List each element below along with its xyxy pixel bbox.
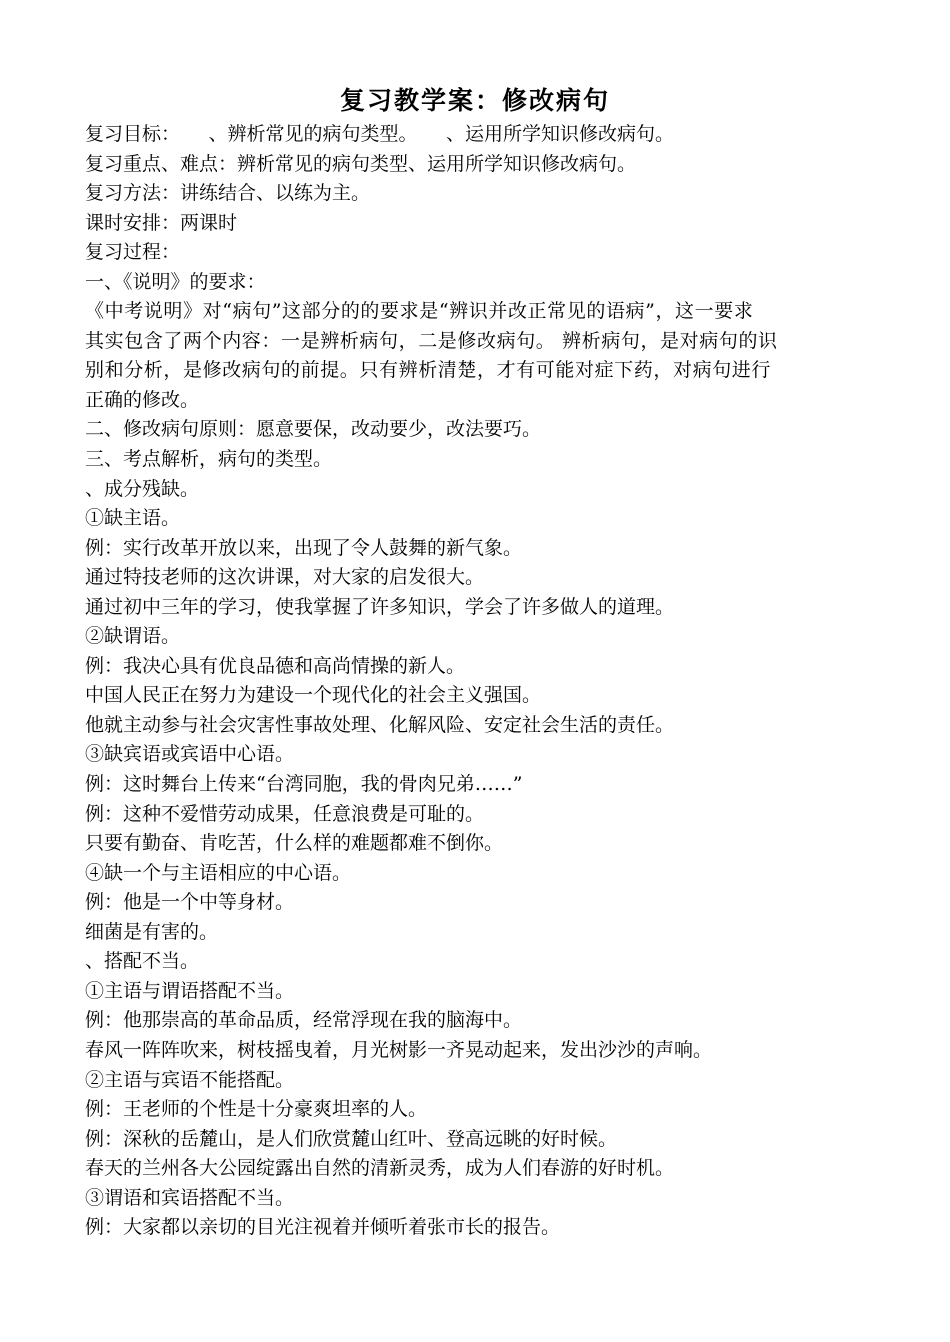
item-heading: ①主语与谓语搭配不当。 xyxy=(85,979,295,1002)
example-line: 例：实行改革开放以来，出现了令人鼓舞的新气象。 xyxy=(85,536,523,559)
example-line: 例：我决心具有优良品德和高尚情操的新人。 xyxy=(85,654,466,677)
text-line-key-points: 复习重点、难点：辨析常见的病句类型、运用所学知识修改病句。 xyxy=(85,152,637,175)
item-heading: ③谓语和宾语搭配不当。 xyxy=(85,1186,295,1209)
section-heading-principles: 二、修改病句原则：愿意要保，改动要少，改法要巧。 xyxy=(85,418,542,441)
subheading-mismatch: 、搭配不当。 xyxy=(85,950,200,973)
document-title: 复习教学案：修改病句 xyxy=(339,86,610,115)
subheading-missing-components: 、成分残缺。 xyxy=(85,477,200,500)
paragraph-line: 其实包含了两个内容：一是辨析病句，二是修改病句。 辨析病句，是对病句的识 xyxy=(85,329,778,352)
example-line: 只要有勤奋、肯吃苦，什么样的难题都难不倒你。 xyxy=(85,832,504,855)
item-heading: ①缺主语。 xyxy=(85,507,181,530)
example-line: 春天的兰州各大公园绽露出自然的清新灵秀，成为人们春游的好时机。 xyxy=(85,1157,675,1180)
section-heading-analysis: 三、考点解析，病句的类型。 xyxy=(85,448,333,471)
document-body xyxy=(85,120,875,1243)
example-line: 例：这种不爱惜劳动成果，任意浪费是可耻的。 xyxy=(85,802,485,825)
text-line-process: 复习过程： xyxy=(85,241,181,264)
text-line-schedule: 课时安排：两课时 xyxy=(85,211,238,234)
example-line: 例：他是一个中等身材。 xyxy=(85,891,295,914)
example-line: 例：大家都以亲切的目光注视着并倾听着张市长的报告。 xyxy=(85,1216,561,1239)
example-line: 例：深秋的岳麓山，是人们欣赏麓山红叶、登高远眺的好时候。 xyxy=(85,1127,618,1150)
text-line-method: 复习方法：讲练结合、以练为主。 xyxy=(85,182,371,205)
example-line: 例：王老师的个性是十分豪爽坦率的人。 xyxy=(85,1098,428,1121)
example-line: 通过初中三年的学习，使我掌握了许多知识，学会了许多做人的道理。 xyxy=(85,595,675,618)
item-heading: ④缺一个与主语相应的中心语。 xyxy=(85,861,352,884)
example-line: 中国人民正在努力为建设一个现代化的社会主义强国。 xyxy=(85,684,542,707)
example-line: 他就主动参与社会灾害性事故处理、化解风险、安定社会生活的责任。 xyxy=(85,713,675,736)
example-line: 春风一阵阵吹来，树枝摇曳着，月光树影一齐晃动起来，发出沙沙的声响。 xyxy=(85,1038,713,1061)
example-line: 通过特技老师的这次讲课，对大家的启发很大。 xyxy=(85,566,485,589)
item-heading: ③缺宾语或宾语中心语。 xyxy=(85,743,295,766)
item-heading: ②主语与宾语不能搭配。 xyxy=(85,1068,295,1091)
paragraph-line: 《中考说明》对“病句”这部分的的要求是“辨识并改正常见的语病”，这一要求 xyxy=(85,300,754,323)
paragraph-line: 别和分析，是修改病句的前提。只有辨析清楚，才有可能对症下药，对病句进行 xyxy=(85,359,772,382)
example-line: 细菌是有害的。 xyxy=(85,920,219,943)
text-line-review-goals: 复习目标： 、辨析常见的病句类型。 、运用所学知识修改病句。 xyxy=(85,123,675,145)
example-line: 例：他那崇高的革命品质，经常浮现在我的脑海中。 xyxy=(85,1009,523,1032)
item-heading: ②缺谓语。 xyxy=(85,625,181,648)
example-line: 例：这时舞台上传来“台湾同胞，我的骨肉兄弟……” xyxy=(85,773,523,796)
paragraph-line: 正确的修改。 xyxy=(85,388,200,411)
section-heading-requirements: 一、《说明》的要求： xyxy=(85,270,266,293)
